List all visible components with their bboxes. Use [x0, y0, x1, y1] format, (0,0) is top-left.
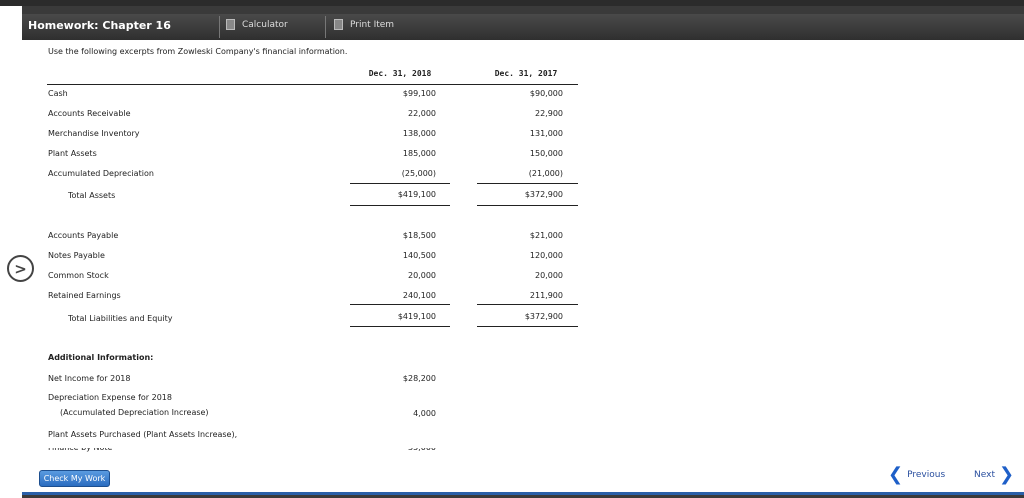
column-header-2018: Dec. 31, 2018 [368, 69, 432, 78]
total-rule [477, 205, 578, 206]
total-assets-label: Total Assets [68, 191, 116, 200]
asset-row-label: Cash [48, 89, 68, 98]
liability-row-value-2018: 20,000 [408, 271, 436, 280]
total-rule [350, 326, 450, 327]
print-label: Print Item [350, 19, 395, 30]
calculator-label: Calculator [242, 19, 288, 30]
header-divider [325, 16, 326, 38]
asset-row-label: Plant Assets [48, 149, 97, 158]
depreciation-value: 4,000 [413, 409, 436, 418]
print-icon [334, 19, 343, 30]
assignment-title: Homework: Chapter 16 [28, 19, 171, 32]
check-my-work-button[interactable]: Check My Work [39, 470, 110, 487]
asset-row-label: Merchandise Inventory [48, 129, 140, 138]
calculator-icon [226, 19, 235, 30]
asset-row-value-2018: 138,000 [402, 129, 436, 138]
total-rule [477, 326, 578, 327]
asset-row-value-2017: (21,000) [528, 169, 563, 178]
footer-bar [22, 460, 1024, 492]
calculator-button[interactable] [226, 19, 288, 30]
subtotal-rule [477, 304, 578, 305]
footer-accent-line [22, 492, 1024, 495]
subtotal-rule [350, 304, 450, 305]
asset-row-value-2017: 22,900 [535, 109, 563, 118]
total-assets-2017: $372,900 [524, 190, 563, 199]
total-liab-2018: $419,100 [397, 312, 436, 321]
asset-row-label: Accounts Receivable [48, 109, 131, 118]
header-rule [47, 84, 578, 85]
asset-row-label: Accumulated Depreciation [48, 169, 154, 178]
net-income-label: Net Income for 2018 [48, 374, 131, 383]
header-bar [22, 14, 1024, 40]
asset-row-value-2018: 185,000 [402, 149, 436, 158]
total-assets-2018: $419,100 [397, 190, 436, 199]
liability-row-label: Common Stock [48, 271, 109, 280]
plant-assets-label: Plant Assets Purchased (Plant Assets Increase), [48, 430, 238, 439]
chevron-left-icon: ❮ [888, 464, 904, 485]
additional-info-heading: Additional Information: [48, 353, 154, 362]
total-rule [350, 205, 450, 206]
depreciation-label: Depreciation Expense for 2018 [48, 393, 172, 402]
previous-label: Previous [907, 470, 946, 480]
scroll-clip [22, 442, 1024, 448]
liability-row-value-2017: 211,900 [529, 291, 563, 300]
question-content [22, 40, 1024, 492]
asset-row-value-2018: $99,100 [402, 89, 436, 98]
liability-row-value-2018: 140,500 [402, 251, 436, 260]
asset-row-value-2017: $90,000 [529, 89, 563, 98]
asset-row-value-2018: (25,000) [401, 169, 436, 178]
asset-row-value-2018: 22,000 [408, 109, 436, 118]
liability-row-value-2017: 120,000 [529, 251, 563, 260]
chevron-right-icon: ❯ [998, 464, 1015, 485]
liability-row-label: Notes Payable [48, 251, 105, 260]
left-rail [0, 6, 22, 498]
asset-row-value-2017: 150,000 [529, 149, 563, 158]
liability-row-label: Retained Earnings [48, 291, 121, 300]
column-header-2017: Dec. 31, 2017 [494, 69, 558, 78]
previous-button[interactable] [888, 466, 945, 484]
total-liab-2017: $372,900 [524, 312, 563, 321]
liability-row-value-2018: $18,500 [402, 231, 436, 240]
liability-row-value-2017: 20,000 [535, 271, 563, 280]
subtotal-rule [350, 183, 450, 184]
liability-row-value-2017: $21,000 [529, 231, 563, 240]
print-item-button[interactable] [334, 19, 394, 30]
total-liab-label: Total Liabilities and Equity [68, 314, 173, 323]
liability-row-value-2018: 240,100 [402, 291, 436, 300]
asset-row-value-2017: 131,000 [529, 129, 563, 138]
net-income-value: $28,200 [402, 374, 436, 383]
homework-frame [22, 14, 1024, 492]
expand-panel-button[interactable]: > [7, 255, 34, 282]
depreciation-sublabel: (Accumulated Depreciation Increase) [60, 408, 209, 417]
next-label: Next [974, 470, 995, 480]
top-strip [0, 0, 1024, 6]
liability-row-label: Accounts Payable [48, 231, 119, 240]
next-button[interactable] [974, 466, 1014, 484]
intro-text: Use the following excerpts from Zowleski Company's financial information. [48, 47, 348, 56]
header-divider [219, 16, 220, 38]
subtotal-rule [477, 183, 578, 184]
